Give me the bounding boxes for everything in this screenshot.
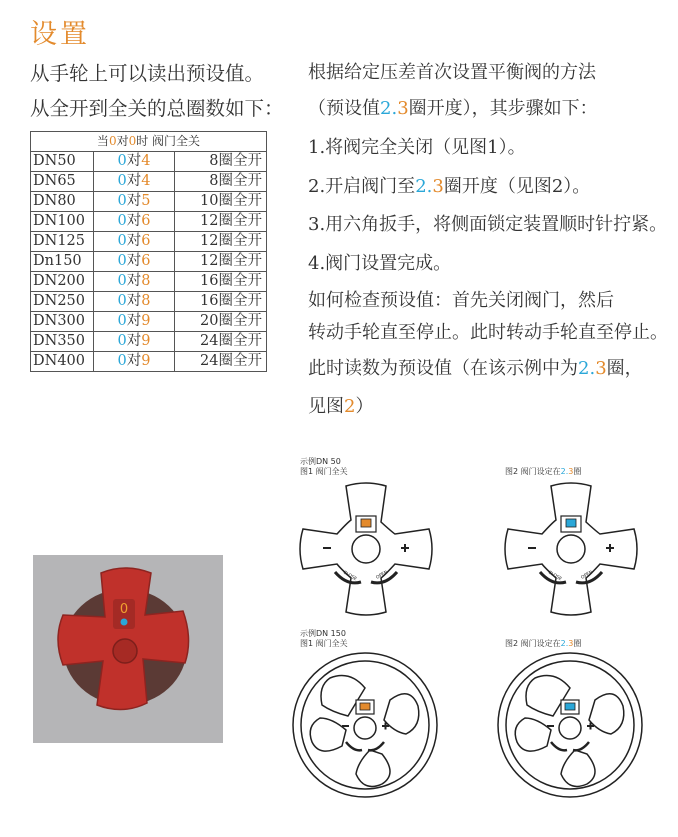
- handwheel-photo-drawing: [33, 555, 223, 743]
- turns-cell: [175, 352, 267, 372]
- turns-value: 12: [200, 213, 219, 229]
- turns-cell: [175, 312, 267, 332]
- turns-cell: [175, 232, 267, 252]
- dn-size-cell: DN65: [31, 172, 94, 192]
- dial-end: 8: [141, 273, 151, 289]
- fig2-dn50-text-a: 图2 阀门设定在: [505, 467, 561, 476]
- fig2-dn150-num-a: 2.: [560, 639, 569, 648]
- step-2-text-b: 圈开度（见图2）。: [443, 176, 591, 197]
- check-3-num-b: 3: [595, 358, 607, 379]
- dial-to: 对: [126, 213, 142, 229]
- check-line-1: 如何检查预设值：首先关闭阀门，然后: [308, 290, 614, 311]
- handwheel-dn50-set: [500, 478, 642, 620]
- turns-suffix: 圈全开: [218, 193, 262, 209]
- turns-value: 8: [209, 173, 219, 189]
- fig2-dn50-num-b: 3: [568, 467, 574, 476]
- fig2-dn150-text-a: 图2 阀门设定在: [505, 639, 561, 648]
- turns-cell: [175, 292, 267, 312]
- turns-suffix: 圈全开: [218, 333, 262, 349]
- table-row: [31, 312, 267, 332]
- check-3-text-b: 圈，: [606, 358, 643, 379]
- dn-size-cell: DN250: [31, 292, 94, 312]
- dial-end: 4: [141, 153, 151, 169]
- method-title: 根据给定压差首次设置平衡阀的方法: [308, 62, 596, 83]
- subtitle-num-b: 3: [397, 98, 409, 119]
- dial-start: 0: [117, 353, 127, 369]
- table-row: [31, 192, 267, 212]
- turns-suffix: 圈全开: [218, 153, 262, 169]
- table-row: [31, 272, 267, 292]
- turns-suffix: 圈全开: [218, 353, 262, 369]
- handwheel-dn150-set: [495, 650, 645, 800]
- fig2-dn50-caption: [505, 466, 581, 477]
- handwheel-dn150-closed: [290, 650, 440, 800]
- turns-value: 24: [200, 353, 219, 369]
- fig2-dn150-text-b: 圈: [573, 639, 582, 648]
- dial-end: 5: [141, 193, 151, 209]
- check-4-text-b: ）: [355, 396, 374, 417]
- turns-cell: [175, 212, 267, 232]
- check-3-num-a: 2.: [578, 358, 596, 379]
- turns-value: 12: [200, 253, 219, 269]
- header-text-a: 当: [96, 134, 109, 148]
- step-2-num-b: 3: [432, 176, 444, 197]
- dial-to: 对: [126, 313, 142, 329]
- handwheel-dn50-closed: [295, 478, 437, 620]
- dial-start: 0: [117, 233, 127, 249]
- dial-start: 0: [117, 193, 127, 209]
- dial-end: 9: [141, 353, 151, 369]
- dial-start: 0: [117, 273, 127, 289]
- check-3-text-a: 此时读数为预设值（在该示例中为: [308, 358, 578, 379]
- dial-start: 0: [117, 253, 127, 269]
- close-label: CLOSE: [547, 570, 563, 583]
- table-row: [31, 352, 267, 372]
- step-3: 3.用六角扳手，将侧面锁定装置顺时针拧紧。: [308, 214, 668, 235]
- dial-end: 6: [141, 233, 151, 249]
- subtitle-text-b: 圈开度），其步骤如下：: [408, 98, 598, 119]
- table-row: [31, 332, 267, 352]
- dial-end: 4: [141, 173, 151, 189]
- dial-end: 6: [141, 213, 151, 229]
- dn-size-cell: Dn150: [31, 252, 94, 272]
- turns-value: 16: [200, 293, 219, 309]
- dial-start: 0: [117, 313, 127, 329]
- dial-start: 0: [117, 213, 127, 229]
- dial-to: 对: [126, 173, 142, 189]
- dial-range-cell: [94, 312, 175, 332]
- dial-to: 对: [126, 273, 142, 289]
- table-row: [31, 152, 267, 172]
- dial-end: 8: [141, 293, 151, 309]
- intro-line-1: 从手轮上可以读出预设值。: [30, 62, 265, 85]
- fig1-dn150-caption: 图1 阀门全关: [300, 639, 348, 648]
- step-2: [308, 172, 590, 198]
- dn-size-cell: DN100: [31, 212, 94, 232]
- dn-size-cell: DN300: [31, 312, 94, 332]
- check-line-3: [308, 354, 643, 380]
- turns-cell: [175, 152, 267, 172]
- dial-range-cell: [94, 352, 175, 372]
- step-1: 1.将阀完全关闭（见图1）。: [308, 137, 526, 158]
- fig2-dn50-text-b: 圈: [573, 467, 582, 476]
- dial-start: 0: [117, 153, 127, 169]
- turns-table: [30, 131, 267, 372]
- fig2-dn150-caption: [505, 638, 581, 649]
- dial-range-cell: [94, 252, 175, 272]
- photo-dial-digit: 0: [119, 602, 129, 617]
- method-subtitle: [308, 94, 598, 120]
- dial-to: 对: [126, 233, 142, 249]
- dial-start: 0: [117, 173, 127, 189]
- turns-suffix: 圈全开: [218, 313, 262, 329]
- subtitle-text-a: （预设值: [308, 98, 380, 119]
- example-dn150-label: 示例DN 150: [300, 629, 346, 638]
- dn-size-cell: DN200: [31, 272, 94, 292]
- dn-size-cell: DN350: [31, 332, 94, 352]
- check-line-2: 转动手轮直至停止。此时转动手轮直至停止。: [308, 322, 668, 343]
- dial-end: 9: [141, 333, 151, 349]
- header-digit-a: 0: [108, 134, 117, 148]
- fig1-dn50-caption: 图1 阀门全关: [300, 467, 348, 476]
- step-2-num-a: 2.: [415, 176, 433, 197]
- dial-range-cell: [94, 292, 175, 312]
- subtitle-num-a: 2.: [380, 98, 398, 119]
- header-digit-b: 0: [128, 134, 137, 148]
- dial-range-cell: [94, 332, 175, 352]
- close-label: CLOSE: [342, 570, 358, 583]
- check-4-num: 2: [344, 396, 356, 417]
- turns-cell: [175, 332, 267, 352]
- dial-to: 对: [126, 253, 142, 269]
- dial-to: 对: [126, 333, 142, 349]
- step-2-text-a: 2.开启阀门至: [308, 176, 416, 197]
- dn-size-cell: DN50: [31, 152, 94, 172]
- dn-size-cell: DN400: [31, 352, 94, 372]
- dial-end: 6: [141, 253, 151, 269]
- turns-value: 8: [209, 153, 219, 169]
- table-row: [31, 172, 267, 192]
- turns-suffix: 圈全开: [218, 213, 262, 229]
- dial-to: 对: [126, 153, 142, 169]
- turns-value: 16: [200, 273, 219, 289]
- turns-suffix: 圈全开: [218, 273, 262, 289]
- table-row: [31, 232, 267, 252]
- step-4: 4.阀门设置完成。: [308, 253, 452, 274]
- table-row: [31, 252, 267, 272]
- dial-range-cell: [94, 232, 175, 252]
- dn-size-cell: DN80: [31, 192, 94, 212]
- dial-to: 对: [126, 353, 142, 369]
- dial-range-cell: [94, 172, 175, 192]
- table-row: [31, 212, 267, 232]
- dial-start: 0: [117, 293, 127, 309]
- turns-value: 12: [200, 233, 219, 249]
- check-4-text-a: 见图: [308, 396, 344, 417]
- dn-size-cell: DN125: [31, 232, 94, 252]
- page-title: 设置: [30, 19, 90, 50]
- dial-to: 对: [126, 193, 142, 209]
- dial-range-cell: [94, 272, 175, 292]
- fig2-dn50-num-a: 2.: [560, 467, 569, 476]
- table-header-row: [31, 132, 267, 152]
- dial-range-cell: [94, 212, 175, 232]
- turns-value: 20: [200, 313, 219, 329]
- open-label: OPEN: [375, 570, 389, 581]
- check-line-4: [308, 392, 373, 418]
- example-dn50-label: 示例DN 50: [300, 457, 341, 466]
- turns-cell: [175, 192, 267, 212]
- fig2-dn150-num-b: 3: [568, 639, 574, 648]
- dial-to: 对: [126, 293, 142, 309]
- turns-cell: [175, 172, 267, 192]
- table-header: [31, 132, 267, 152]
- turns-value: 24: [200, 333, 219, 349]
- turns-value: 10: [200, 193, 219, 209]
- handwheel-photo: [33, 555, 223, 743]
- turns-cell: [175, 252, 267, 272]
- header-text-c: 时 阀门全关: [136, 134, 201, 148]
- dial-end: 9: [141, 313, 151, 329]
- table-row: [31, 292, 267, 312]
- header-text-b: 对: [116, 134, 129, 148]
- dial-range-cell: [94, 192, 175, 212]
- intro-line-2: 从全开到全关的总圈数如下：: [30, 97, 284, 120]
- turns-cell: [175, 272, 267, 292]
- turns-suffix: 圈全开: [218, 233, 262, 249]
- turns-suffix: 圈全开: [218, 173, 262, 189]
- dial-start: 0: [117, 333, 127, 349]
- turns-suffix: 圈全开: [218, 253, 262, 269]
- turns-suffix: 圈全开: [218, 293, 262, 309]
- open-label: OPEN: [580, 570, 594, 581]
- dial-range-cell: [94, 152, 175, 172]
